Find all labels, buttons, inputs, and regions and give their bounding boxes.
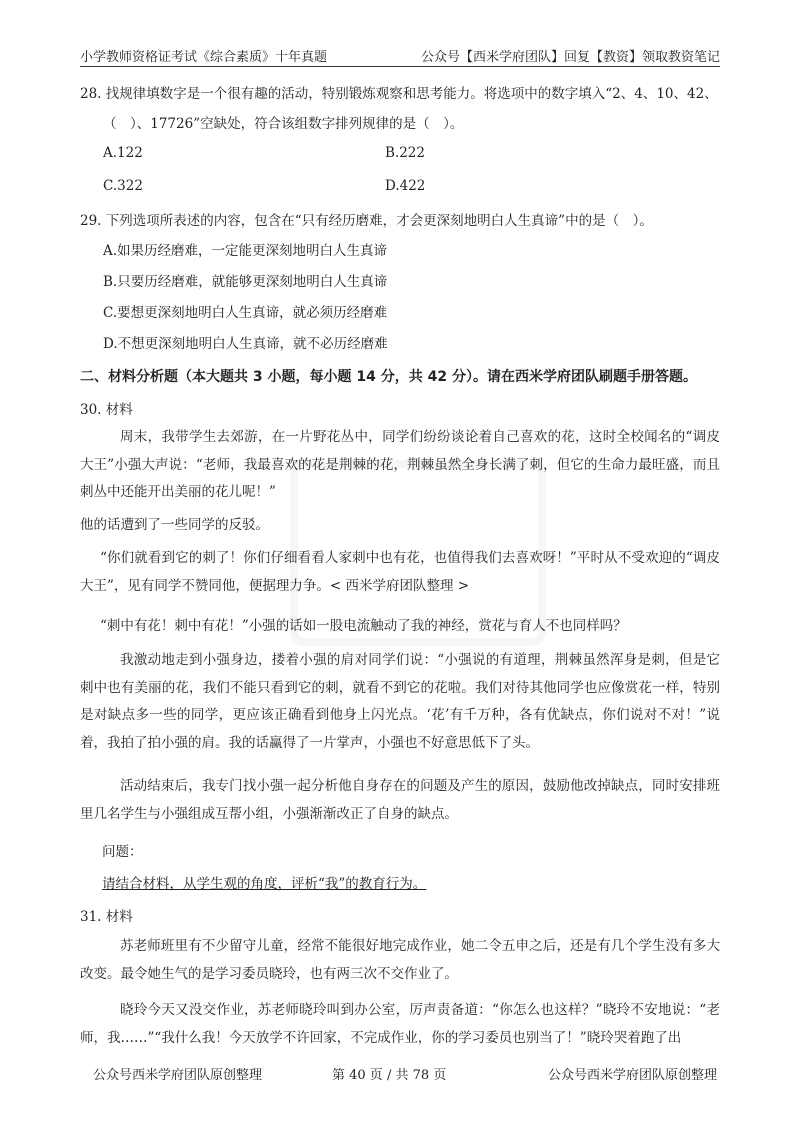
page-number: 第 40 页 / 共 78 页 (332, 1068, 447, 1083)
q30-paragraph-1: 周末，我带学生去郊游，在一片野花丛中，同学们纷纷谈论着自己喜欢的花，这时全校闻名的“调皮大王”小强大声说：“老师，我最喜欢的花是荆棘的花，荆棘虽然全身长满了刺，但它的生命力最旺盛，而且刺丛中还能开出美丽的花儿呢！” (80, 429, 720, 500)
q30-label: 30. 材料 (80, 402, 133, 418)
q28-line2: （ ）、17726”空缺处，符合该组数字排列规律的是（ ）。 (103, 116, 464, 132)
q31-paragraph-1: 苏老师班里有不少留守儿童，经常不能很好地完成作业，她二令五申之后，还是有几个学生没有多大改变。最令她生气的是学习委员晓玲，也有两三次不交作业了。 (80, 938, 720, 982)
q31-label: 31. 材料 (80, 909, 133, 925)
q30-paragraph-4: “刺中有花！刺中有花！”小强的话如一股电流触动了我的神经，赏花与育人不也同样吗？ (100, 618, 627, 634)
footer-left: 公众号西米学府团队原创整理 (93, 1068, 263, 1083)
section-title: 二、材料分析题（本大题共 3 小题，每小题 14 分，共 42 分）。请在西米学府团队刷题手册答题。 (80, 369, 697, 385)
q29-option-a: A.如果历经磨难，一定能更深刻地明白人生真谛 (103, 243, 388, 259)
page-header (80, 40, 720, 67)
q30-paragraph-5: 我激动地走到小强身边，搂着小强的肩对同学们说：“小强说的有道理，荆棘虽然浑身是刺，但是它刺中也有美丽的花，我们不能只看到它的刺，就看不到它的花啦。我们对待其他同学也应像赏花一样，特别是对缺点多一些的同学，更应该正确看到他身上闪光点。‘花’有千万种，各有优缺点，你们说对不对！”说着，我拍了拍小强的肩。我的话赢得了一片掌声，小强也不好意思低下了头。 (80, 652, 720, 751)
header-left: 小学教师资格证考试《综合素质》十年真题 (80, 50, 328, 65)
question-31 (80, 905, 720, 1055)
q30-paragraph-3: “你们就看到它的刺了！你们仔细看看人家刺中也有花，也值得我们去喜欢呀！”平时从不受欢迎的“调皮大王”，见有同学不赞同他，便据理力争。< 西米学府团队整理 > (80, 550, 720, 594)
footer-right: 公众号西米学府团队原创整理 (548, 1068, 718, 1083)
q30-question: 请结合材料，从学生观的角度，评析“我”的教育行为。 (102, 876, 427, 892)
q28-line1: 28. 找规律填数字是一个很有趣的活动，特别锻炼观察和思考能力。将选项中的数字填入“2、4、10、42、 (80, 86, 718, 102)
q29-option-c: C.要想更深刻地明白人生真谛，就必须历经磨难 (103, 305, 388, 321)
question-30 (80, 398, 720, 898)
q28-option-b: B.222 (385, 145, 425, 161)
q28-option-a: A.122 (103, 145, 143, 161)
q29-option-d: D.不想更深刻地明白人生真谛，就不必历经磨难 (103, 336, 388, 352)
q30-paragraph-2: 他的话遭到了一些同学的反驳。 (80, 517, 269, 533)
q28-option-d: D.422 (385, 178, 426, 194)
q31-paragraph-2: 晓玲今天又没交作业，苏老师晓玲叫到办公室，厉声责备道：“你怎么也这样？”晓玲不安地说：“老师，我……”“我什么我！今天放学不许回家，不完成作业，你的学习委员也别当了！”晓玲哭着跑了出 (80, 1002, 720, 1046)
q29-stem: 29. 下列选项所表述的内容，包含在“只有经历磨难，才会更深刻地明白人生真谛”中的是（ ）。 (80, 213, 653, 229)
header-right: 公众号【西米学府团队】回复【教资】领取教资笔记 (420, 50, 720, 65)
q28-option-c: C.322 (103, 178, 143, 194)
q29-option-b: B.只要历经磨难，就能够更深刻地明白人生真谛 (103, 274, 388, 290)
q30-paragraph-6: 活动结束后，我专门找小强一起分析他自身存在的问题及产生的原因，鼓励他改掉缺点，同时安排班里几名学生与小强组成互帮小组，小强渐渐改正了自身的缺点。 (80, 778, 720, 822)
q30-question-label: 问题： (102, 844, 143, 860)
